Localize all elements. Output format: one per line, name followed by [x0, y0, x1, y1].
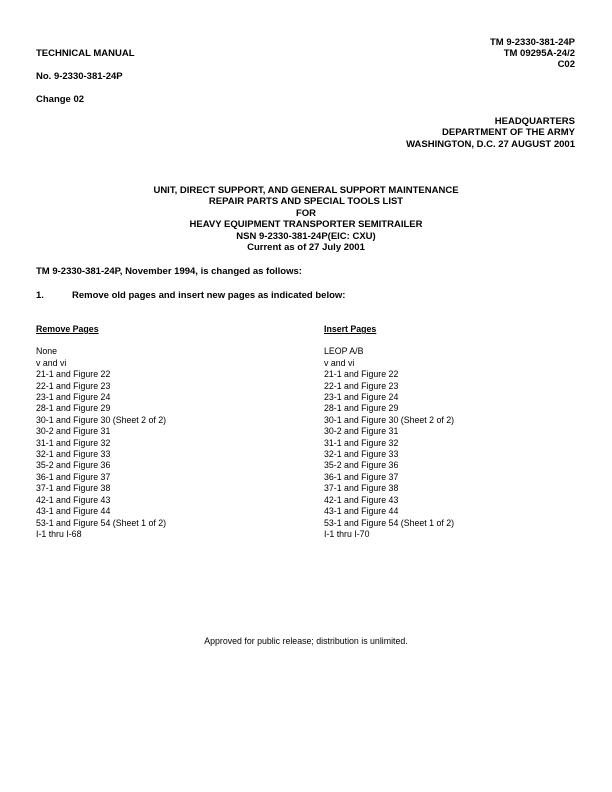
title-current-as-of: Current as of 27 July 2001 — [247, 242, 365, 253]
list-item: 30-2 and Figure 31 — [36, 426, 111, 437]
list-item: I-1 thru I-68 — [36, 528, 82, 539]
list-item: 23-1 and Figure 24 — [36, 392, 111, 403]
list-item: 32-1 and Figure 33 — [36, 449, 111, 460]
remove-pages-heading: Remove Pages — [36, 324, 99, 334]
title-line-4: HEAVY EQUIPMENT TRANSPORTER SEMITRAILER — [189, 219, 423, 230]
list-item: 32-1 and Figure 33 — [324, 449, 399, 460]
list-item: 28-1 and Figure 29 — [36, 403, 111, 414]
insert-pages-heading: Insert Pages — [324, 324, 377, 334]
list-item: 30-1 and Figure 30 (Sheet 2 of 2) — [324, 414, 455, 425]
insert-pages-column — [324, 324, 454, 540]
list-item: 21-1 and Figure 22 — [36, 369, 111, 380]
list-item: I-1 thru I-70 — [324, 528, 370, 539]
title-line-1: UNIT, DIRECT SUPPORT, AND GENERAL SUPPORT MAINTENANCE — [153, 185, 459, 196]
list-item: v and vi — [36, 357, 67, 368]
issuer-location-date: WASHINGTON, D.C. 27 AUGUST 2001 — [406, 139, 575, 150]
list-item: v and vi — [324, 357, 355, 368]
remove-pages-column — [36, 324, 166, 540]
list-item: 31-1 and Figure 32 — [36, 437, 111, 448]
list-item: 22-1 and Figure 23 — [36, 380, 111, 391]
list-item: 37-1 and Figure 38 — [324, 483, 399, 494]
list-item: 35-2 and Figure 36 — [36, 460, 111, 471]
list-item: 36-1 and Figure 37 — [36, 471, 111, 482]
list-item: 31-1 and Figure 32 — [324, 437, 399, 448]
list-item: 42-1 and Figure 43 — [324, 494, 399, 505]
list-item: 22-1 and Figure 23 — [324, 380, 399, 391]
document-number: No. 9-2330-381-24P — [36, 71, 123, 82]
list-item: LEOP A/B — [324, 346, 364, 357]
list-item: None — [36, 346, 58, 357]
issuer-department: DEPARTMENT OF THE ARMY — [442, 127, 575, 138]
list-item: 53-1 and Figure 54 (Sheet 1 of 2) — [36, 517, 167, 528]
change-intro: TM 9-2330-381-24P, November 1994, is changed as follows: — [36, 266, 302, 277]
title-nsn: NSN 9-2330-381-24P(EIC: CXU) — [236, 231, 376, 242]
title-line-2: REPAIR PARTS AND SPECIAL TOOLS LIST — [208, 196, 404, 207]
list-item: 53-1 and Figure 54 (Sheet 1 of 2) — [324, 517, 455, 528]
list-item: 43-1 and Figure 44 — [324, 506, 399, 517]
list-item: 35-2 and Figure 36 — [324, 460, 399, 471]
change-number: Change 02 — [36, 94, 85, 105]
change-code: C02 — [557, 59, 575, 70]
list-item: 37-1 and Figure 38 — [36, 483, 111, 494]
list-item: 30-1 and Figure 30 (Sheet 2 of 2) — [36, 414, 167, 425]
title-line-3: FOR — [295, 208, 317, 219]
issuer-headquarters: HEADQUARTERS — [494, 116, 575, 127]
list-item: 42-1 and Figure 43 — [36, 494, 111, 505]
list-item: 23-1 and Figure 24 — [324, 392, 399, 403]
document-type: TECHNICAL MANUAL — [36, 48, 135, 59]
instruction-text: Remove old pages and insert new pages as indicated below: — [72, 290, 346, 301]
list-item: 28-1 and Figure 29 — [324, 403, 399, 414]
distribution-statement: Approved for public release; distribution is unlimited. — [204, 636, 408, 646]
list-item: 30-2 and Figure 31 — [324, 426, 399, 437]
instruction-number: 1. — [36, 290, 44, 301]
list-item: 36-1 and Figure 37 — [324, 471, 399, 482]
list-item: 43-1 and Figure 44 — [36, 506, 111, 517]
list-item: 21-1 and Figure 22 — [324, 369, 399, 380]
tm-number: TM 9-2330-381-24P — [489, 37, 575, 48]
alt-tm-number: TM 09295A-24/2 — [503, 48, 575, 59]
